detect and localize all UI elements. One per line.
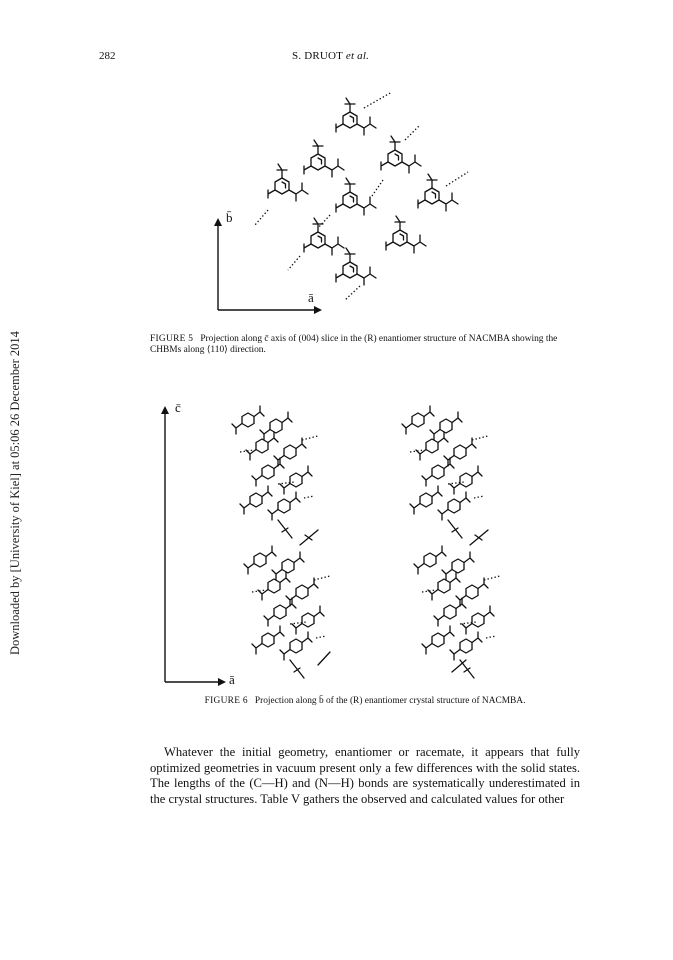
- figure6-axis-a-label: ā: [229, 672, 235, 687]
- figure5-molecular-structure: [255, 92, 468, 300]
- running-head: [292, 50, 369, 62]
- figure5-caption-label: FIGURE 5: [150, 334, 194, 344]
- running-head-authors: S. DRUOT: [292, 50, 343, 62]
- running-head-etal: et al.: [345, 50, 370, 62]
- figure5-caption: [150, 334, 580, 356]
- figure5-axis-a-label: ā: [308, 290, 314, 305]
- figure6-caption-label: FIGURE 6: [204, 696, 248, 706]
- figure6-caption-text: Projection along b̄ of the (R) enantiomer crystal structure of NACMBA.: [254, 696, 526, 706]
- page-number: 282: [99, 50, 116, 62]
- download-notice-text: Downloaded by [University of Kiel] at 05:06 26 December 2014: [8, 331, 22, 655]
- figure6-axis-c-label: c̄: [175, 400, 181, 415]
- figure6-caption: [150, 696, 580, 707]
- figure5-axis-b-label: b̄: [226, 210, 233, 225]
- figure5-caption-text: Projection along c̄ axis of (004) slice in the (R) enantiomer structure of NACMBA showing the CHBMs along ⟨110⟩ direction.: [150, 334, 558, 355]
- figure5-axes: [218, 220, 320, 310]
- figure6-molecular-structure: [232, 406, 500, 678]
- figure6-axes: [165, 408, 224, 682]
- body-text: [150, 745, 580, 807]
- body-paragraph: Whatever the initial geometry, enantiomer or racemate, it appears that fully optimized geometries in vacuum present only a few differences with the solid states. The lengths of the (C—H) and (N—H) bonds are systematically underestimated in the crystal structures. Table V gathers the observed and calculated values for other: [150, 745, 580, 806]
